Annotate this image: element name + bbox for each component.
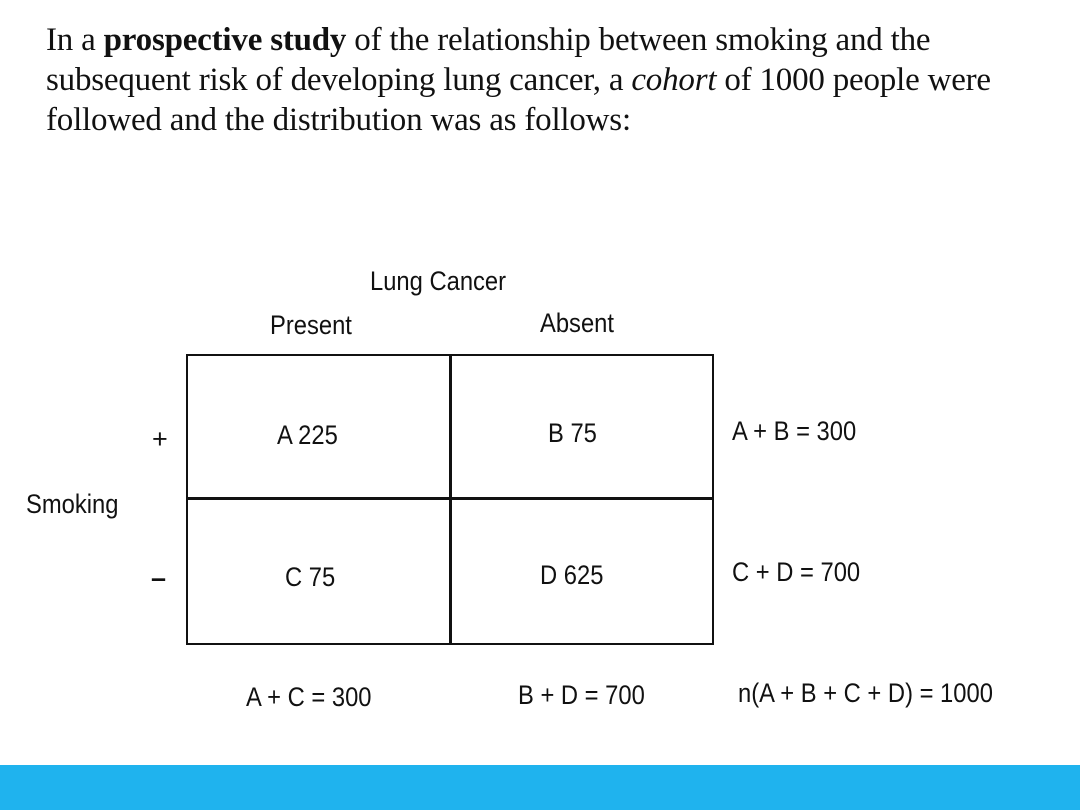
intro-text-2: of the relationship between smoking and the subsequent risk of developing lung cancer, a — [46, 22, 931, 98]
intro-paragraph — [46, 20, 1046, 140]
cell-a: A 225 — [277, 420, 338, 450]
cell-b: B 75 — [548, 418, 597, 448]
table-horizontal-divider — [188, 497, 713, 500]
grand-total: n(A + B + C + D) = 1000 — [738, 678, 993, 708]
intro-text-3: of 1000 people were followed and the distribution was as follows: — [46, 62, 991, 138]
column-total-present: A + C = 300 — [246, 682, 372, 712]
row-group-label: Smoking — [26, 489, 119, 519]
intro-bold-term: prospective study — [103, 22, 347, 58]
footer-accent-bar — [0, 765, 1080, 810]
table-vertical-divider — [449, 356, 452, 645]
row-label-plus: + — [152, 424, 168, 454]
row-label-minus: – — [151, 563, 167, 593]
column-header-present: Present — [270, 310, 352, 340]
intro-text-1: In a — [46, 22, 104, 58]
row-total-nonsmokers: C + D = 700 — [732, 557, 861, 587]
cell-d: D 625 — [540, 560, 604, 590]
row-total-smokers: A + B = 300 — [732, 416, 857, 446]
column-group-label: Lung Cancer — [370, 266, 507, 296]
cell-c: C 75 — [285, 562, 336, 592]
intro-italic-term: cohort — [631, 62, 717, 98]
column-total-absent: B + D = 700 — [518, 680, 645, 710]
column-header-absent: Absent — [540, 308, 614, 338]
